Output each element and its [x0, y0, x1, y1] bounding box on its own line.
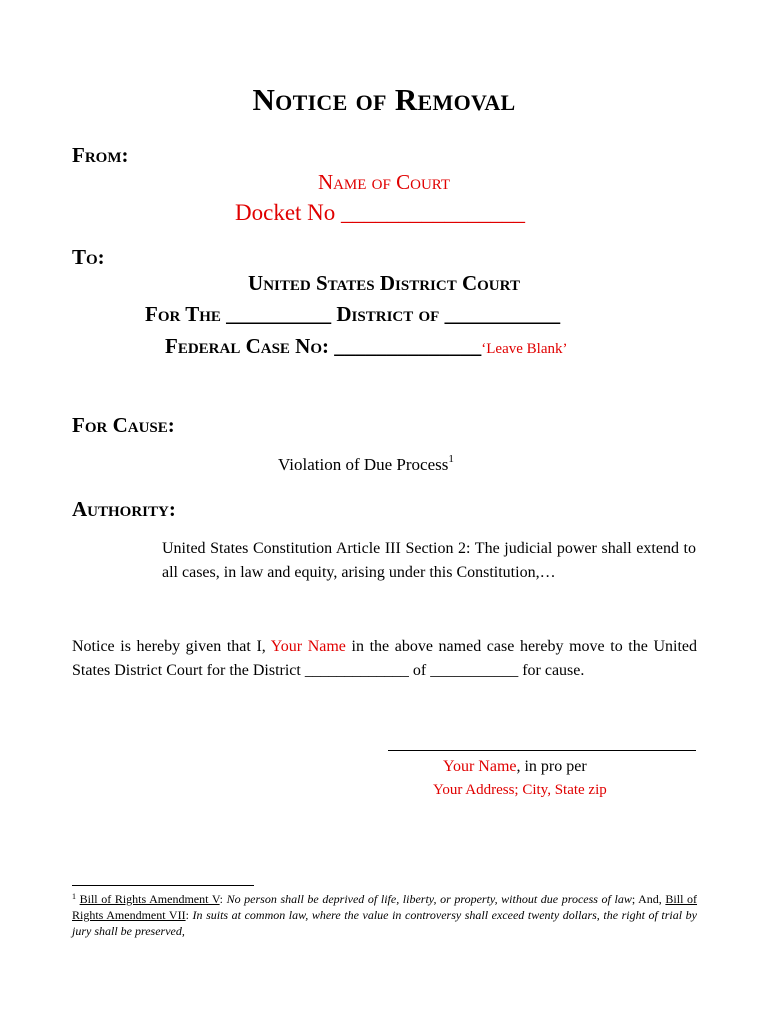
for-cause-label: For Cause:: [72, 413, 175, 437]
signature-name-line: [443, 758, 587, 776]
docket-blank: ________________: [341, 200, 526, 225]
notice-text-3: of: [408, 662, 431, 679]
docket-label: Docket No: [235, 200, 336, 225]
authority-label: Authority:: [72, 497, 176, 521]
district-court-heading: United States District Court: [248, 271, 520, 295]
docket-number-line: [235, 200, 525, 226]
footnote: $^1$ Bill of Rights Amendment V: No person shall be deprived of life, liberty, or property, without due process of law; And, Bill of Rights Amendment VII: In suits at common law, where the value in controversy shall exceed twenty dollars, the right of trial by jury shall be preserved,: [72, 892, 698, 938]
signature-suffix: , in pro per: [516, 758, 587, 775]
notice-district-blank: _____________: [304, 662, 409, 679]
notice-your-name: Your Name: [270, 638, 346, 655]
cause-description: Violation of Due Process: [278, 455, 449, 474]
notice-text-4: for cause.: [518, 662, 585, 679]
court-name-placeholder: Name of Court: [317, 170, 451, 194]
document-title: Notice of Removal: [252, 82, 516, 117]
signature-line: [388, 750, 696, 751]
signature-your-name: Your Name: [443, 758, 517, 775]
federal-case-line: [165, 334, 567, 359]
for-the-blank: __________: [226, 302, 332, 326]
district-line: [145, 302, 560, 327]
signature-address: Your Address; City, State zip: [433, 782, 607, 798]
district-of-blank: ___________: [444, 302, 561, 326]
footnote-number: 1: [72, 892, 76, 901]
notice-of-blank: ___________: [430, 662, 519, 679]
amendment-v-text: No person shall be deprived of life, liberty, or property, without due process of law: [226, 892, 632, 906]
leave-blank-hint: ‘Leave Blank’: [481, 341, 568, 357]
for-the-label: For The: [145, 302, 221, 326]
amendment-v-label: Bill of Rights Amendment V: [79, 892, 220, 906]
footnote-separator: [72, 885, 254, 886]
district-of-label: District of: [336, 302, 440, 326]
notice-text-2: in the above named case hereby move to the United States District Court for the District: [72, 638, 698, 679]
footnote-reference: 1: [448, 453, 454, 465]
footnote-joiner: ; And,: [631, 892, 662, 906]
federal-case-label: Federal Case No:: [165, 334, 330, 358]
amendment-vii-text: In suits at common law, where the value in controversy shall exceed twenty dollars, the right of trial by jury shall be preserved,: [72, 908, 697, 938]
federal-case-blank: ______________: [334, 334, 482, 358]
notice-text-1: Notice is hereby given that I,: [72, 638, 271, 655]
to-label: To:: [72, 245, 105, 269]
cause-text: [278, 455, 454, 475]
amendment-vii-label: Bill of Rights Amendment VII: [72, 892, 698, 922]
from-label: From:: [72, 143, 129, 167]
authority-text: United States Constitution Article III Section 2: The judicial power shall extend to all cases, in law and equity, arising under this Constitution,…: [162, 540, 696, 581]
notice-paragraph: [72, 635, 697, 683]
